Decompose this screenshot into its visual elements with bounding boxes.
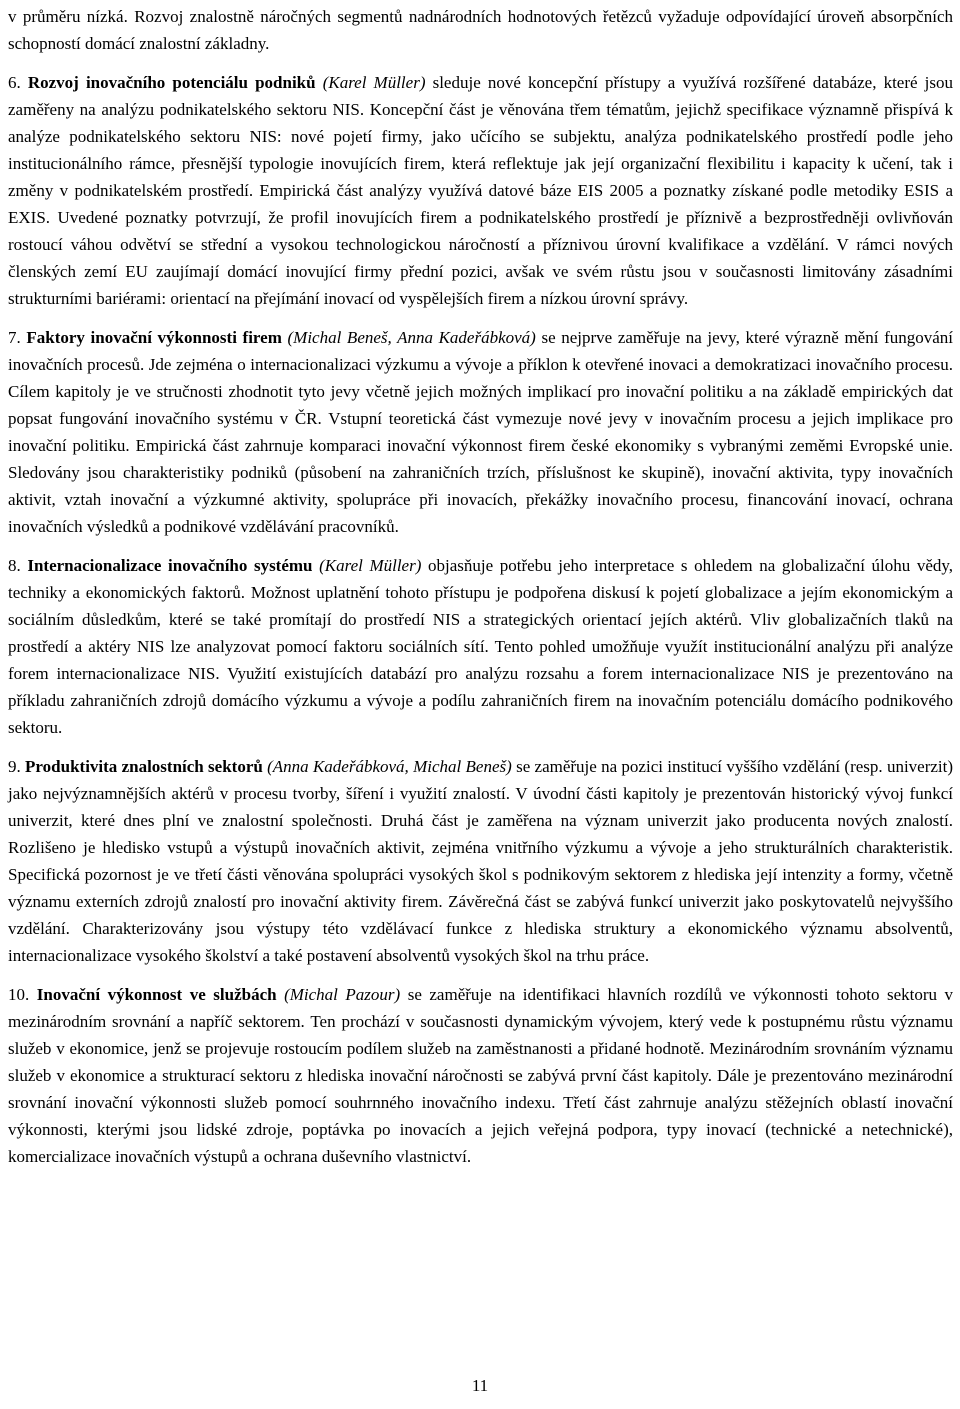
- section-authors: (Michal Pazour): [284, 985, 401, 1004]
- section-body: sleduje nové koncepční přístupy a využívá rozšířené databáze, které jsou zaměřeny na analýzu podnikatelského sektoru NIS. Koncepční část je věnována třem tématům, jejichž specifikace významně přispívá k analýze podnikatelského sektoru NIS: nové pojetí firmy, jako učícího se subjektu, analýza podnikatelského prostředí podle jeho institucionálního rámce, přesnější typologie inovujících firem, která reflektuje jak její organizační flexibilitu i kapacity k učení, tak i změny v podnikatelském prostředí. Empirická část analýzy využívá datové báze EIS 2005 a poznatky získané podle metodiky ESIS a EXIS. Uvedené poznatky potvrzují, že profil inovujících firem a podnikatelského prostředí je příznivě a bezprostředněji ovlivňován rostoucí váhou odvětví se střední a vysokou technologickou náročností a příznivou úrovní kvalifikace a vzdělání. V rámci nových členských zemí EU zaujímají domácí inovující firmy přední pozici, avšak ve svém růstu jsou v současnosti limitovány zásadními strukturními bariérami: orientací na přejímání inovací od vyspělejších firem a nízkou úrovní správy.: [8, 73, 954, 308]
- section-title: Faktory inovační výkonnosti firem: [26, 328, 282, 347]
- section-body: objasňuje potřebu jeho interpretace s ohledem na globalizační úlohu vědy, techniky a ekonomických faktorů. Možnost uplatnění tohoto přístupu je podpořena diskusí k pojetí globalizace a jejím ekonomickým a sociálním důsledkům, které se také promítají do prostředí NIS a strategických orientací jejích aktérů. Vliv globalizačních tlaků na prostředí a aktéry NIS lze analyzovat pomocí faktoru sociálních sítí. Tento pohled umožňuje využít institucionální analýzu při analýze forem internacionalizace NIS. Využití existujících databází pro analýzu rozsahu a forem internacionalizace NIS je prezentováno na příkladu zahraničních zdrojů domácího výzkumu a vývoje a podílu zahraničních firem na inovačním potenciálu domácího podnikového sektoru.: [8, 556, 954, 737]
- section-title: Rozvoj inovačního potenciálu podniků: [27, 73, 316, 92]
- page-number: 11: [471, 1376, 489, 1395]
- section-paragraph-10: [8, 981, 953, 1170]
- section-authors: (Anna Kadeřábková, Michal Beneš): [267, 757, 512, 776]
- section-paragraph-8: [8, 552, 953, 741]
- document-page: [8, 3, 953, 1182]
- section-number: 9.: [8, 757, 21, 776]
- section-number: 6.: [8, 73, 21, 92]
- section-number: 8.: [8, 556, 21, 575]
- section-title: Produktivita znalostních sektorů: [25, 757, 263, 776]
- section-authors: (Karel Müller): [322, 73, 426, 92]
- section-title: Internacionalizace inovačního systému: [27, 556, 313, 575]
- section-body: se zaměřuje na identifikaci hlavních rozdílů ve výkonnosti tohoto sektoru v mezinárodním srovnání a napříč sektorem. Ten prochází v současnosti dynamickým vývojem, který vede k postupnému růstu významu služeb v ekonomice, jenž se projevuje rostoucím podílem služeb na zaměstnanosti a přidané hodnotě. Mezinárodním srovnáním významu služeb v ekonomice a strukturací sektoru z hlediska inovační náročnosti se zabývá první část kapitoly. Dále je prezentováno mezinárodní srovnání inovační výkonnosti služeb pomocí souhrnného inovačního indexu. Třetí část zahrnuje analýzu stěžejních oblastí inovační výkonnosti, kterými jsou lidské zdroje, poptávka po inovacích a jejich veřejná podpora, typy inovací (technické a netechnické), komercializace inovačních výstupů a ochrana duševního vlastnictví.: [8, 985, 954, 1166]
- section-title: Inovační výkonnost ve službách: [36, 985, 277, 1004]
- section-body: se nejprve zaměřuje na jevy, které výrazně mění fungování inovačních procesů. Jde zejména o internacionalizaci výzkumu a vývoje a příklon k otevřené inovaci a demokratizaci inovačního procesu. Cílem kapitoly je ve stručnosti zhodnotit tyto jevy včetně jejich možných implikací pro inovační politiku a na základě empirických dat popsat fungování inovačního systému v ČR. Vstupní teoretická část vymezuje nové jevy v inovačním procesu a jejich implikace pro inovační politiku. Empirická část zahrnuje komparaci inovační výkonnost firem české ekonomiky s vybranými zeměmi Evropské unie. Sledovány jsou charakteristiky podniků (působení na zahraničních trzích, příslušnost ke skupině), inovační aktivita, typy inovačních aktivit, vztah inovační a výzkumné aktivity, spolupráce při inovacích, překážky inovačního procesu, financování inovací, ochrana inovačních výsledků a podnikové vzdělávání pracovníků.: [8, 328, 954, 536]
- section-paragraph-7: [8, 324, 953, 540]
- section-number: 7.: [8, 328, 21, 347]
- section-paragraph-6: [8, 69, 953, 312]
- section-body: se zaměřuje na pozici institucí vyššího vzdělání (resp. univerzit) jako nejvýznamnějších aktérů v procesu tvorby, šíření i využití znalostí. V úvodní části kapitoly je prezentován historický vývoj funkcí univerzit, které dnes plní ve znalostní společnosti. Druhá část je zaměřena na význam univerzit jako producenta nových znalostí. Rozlišeno je hledisko vstupů a výstupů inovačních aktivit, zejména vnitřního výzkumu a vývoje a jeho strukturálních charakteristik. Specifická pozornost je ve třetí části věnována spolupráci vysokých škol s podnikovým sektorem z hlediska její intenzity a formy, včetně významu externích zdrojů znalostí pro inovační aktivity firem. Závěrečná část se zabývá funkcí univerzit jako poskytovatelů nejvyššího vzdělání. Charakterizovány jsou výstupy této vzdělávací funkce z hlediska struktury a ekonomického významu absolventů, internacionalizace vysokého školství a také postavení absolventů vysokých škol na trhu práce.: [8, 757, 954, 965]
- section-paragraph-9: [8, 753, 953, 969]
- section-number: 10.: [8, 985, 30, 1004]
- section-authors: (Michal Beneš, Anna Kadeřábková): [287, 328, 536, 347]
- section-authors: (Karel Müller): [319, 556, 422, 575]
- intro-paragraph: v průměru nízká. Rozvoj znalostně náročných segmentů nadnárodních hodnotových řetězců vyžaduje odpovídající úroveň absorpčních schopností domácí znalostní základny.: [8, 7, 953, 53]
